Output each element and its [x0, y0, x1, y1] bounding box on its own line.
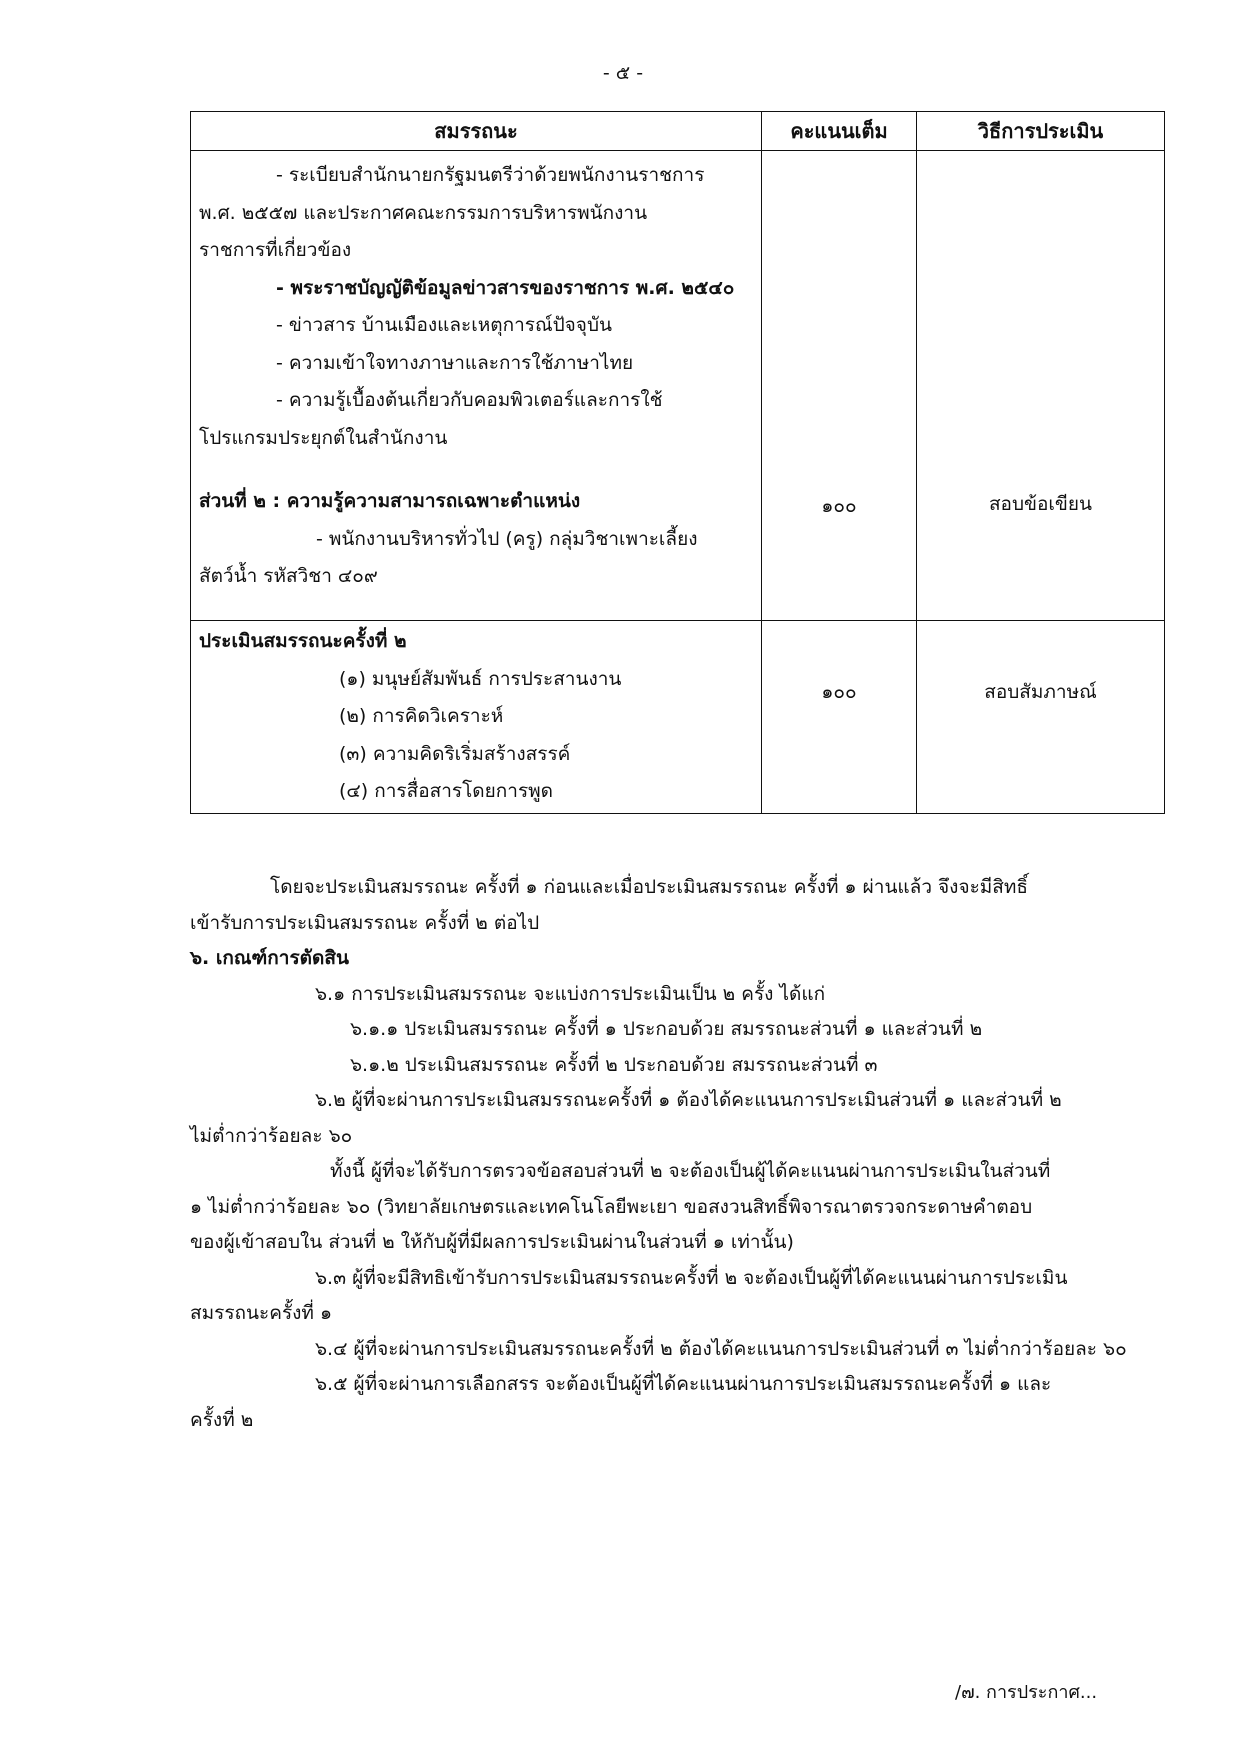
competency-line: - ข่าวสาร บ้านเมืองและเหตุการณ์ปัจจุบัน [276, 314, 612, 336]
row2-title: ประเมินสมรรถนะครั้งที่ ๒ [199, 630, 407, 652]
competency-line: ราชการที่เกี่ยวข้อง [199, 239, 352, 261]
table-row [191, 621, 1165, 814]
section2-title: ส่วนที่ ๒ : ความรู้ความสามารถเฉพาะตำแหน่ง [199, 490, 581, 512]
competency-line: โปรแกรมประยุกต์ในสำนักงาน [199, 426, 448, 449]
competency-line: - ความรู้เบื้องต้นเกี่ยวกับคอมพิวเตอร์และการใช้ [276, 389, 663, 411]
full-score-value: ๑๐๐ [821, 495, 857, 517]
score-cell [762, 151, 917, 621]
note-paragraph: ของผู้เข้าสอบใน ส่วนที่ ๒ ให้กับผู้ที่มีผลการประเมินผ่านในส่วนที่ ๑ เท่านั้น) [190, 1231, 794, 1253]
note-paragraph: ๑ ไม่ต่ำกว่าร้อยละ ๖๐ (วิทยาลัยเกษตรและเทคโนโลยีพะเยา ขอสงวนสิทธิ์พิจารณาตรวจกระดาษคำตอบ [190, 1195, 1033, 1218]
full-score-value: ๑๐๐ [821, 680, 857, 703]
competency-cell [191, 621, 762, 814]
score-cell [762, 621, 917, 814]
intro-paragraph: เข้ารับการประเมินสมรรถนะ ครั้งที่ ๒ ต่อไป [190, 911, 540, 934]
header-competency: สมรรถนะ [191, 112, 762, 151]
note-paragraph: ทั้งนี้ ผู้ที่จะได้รับการตรวจข้อสอบส่วนที่ ๒ จะต้องเป็นผู้ได้คะแนนผ่านการประเมินในส่วนที่ [330, 1160, 1051, 1182]
assessment-method-value: สอบข้อเขียน [988, 493, 1093, 515]
spacer [199, 457, 753, 483]
table-header-row [191, 112, 1165, 151]
header-assessment-method: วิธีการประเมิน [917, 112, 1165, 151]
competency-line: สัตว์น้ำ รหัสวิชา ๔๐๙ [199, 565, 378, 587]
criterion-item: สมรรถนะครั้งที่ ๑ [190, 1302, 333, 1324]
method-cell [917, 151, 1165, 621]
criterion-subitem: ๖.๑.๑ ประเมินสมรรถนะ ครั้งที่ ๑ ประกอบด้วย สมรรถนะส่วนที่ ๑ และส่วนที่ ๒ [350, 1018, 983, 1040]
continuation-marker: /๗. การประกาศ... [955, 1682, 1098, 1703]
competency-line: พ.ศ. ๒๕๕๗ และประกาศคณะกรรมการบริหารพนักงาน [199, 201, 648, 224]
criterion-item: ๖.๕ ผู้ที่จะผ่านการเลือกสรร จะต้องเป็นผู้ที่ได้คะแนนผ่านการประเมินสมรรถนะครั้งที่ ๑ และ [315, 1373, 1052, 1395]
criterion-item: ครั้งที่ ๒ [190, 1408, 254, 1431]
method-cell [917, 621, 1165, 814]
header-full-score: คะแนนเต็ม [762, 112, 917, 151]
criterion-item: ๖.๑ การประเมินสมรรถนะ จะแบ่งการประเมินเป็น ๒ ครั้ง ได้แก่ [315, 982, 826, 1005]
criterion-item: ๖.๔ ผู้ที่จะผ่านการประเมินสมรรถนะครั้งที่ ๒ ต้องได้คะแนนการประเมินส่วนที่ ๓ ไม่ต่ำกว่าร้อยละ ๖๐ [315, 1337, 1127, 1360]
criterion-item: ๖.๓ ผู้ที่จะมีสิทธิเข้ารับการประเมินสมรรถนะครั้งที่ ๒ จะต้องเป็นผู้ที่ได้คะแนนผ่านการประเมิน [315, 1266, 1068, 1289]
table-row [191, 151, 1165, 621]
section-heading: ๖. เกณฑ์การตัดสิน [190, 947, 349, 969]
competency-item: (๓) ความคิดริเริ่มสร้างสรรค์ [339, 742, 571, 765]
assessment-method-value: สอบสัมภาษณ์ [984, 680, 1097, 703]
page-number: - ๕ - [602, 62, 644, 84]
intro-paragraph: โดยจะประเมินสมรรถนะ ครั้งที่ ๑ ก่อนและเมื่อประเมินสมรรถนะ ครั้งที่ ๑ ผ่านแล้ว จึงจะมีสิทธิ์ [270, 876, 1029, 898]
document-body [190, 870, 1170, 1438]
competency-line: - ระเบียบสำนักนายกรัฐมนตรีว่าด้วยพนักงานราชการ [276, 164, 705, 186]
competency-item: (๒) การคิดวิเคราะห์ [339, 705, 504, 727]
criterion-subitem: ๖.๑.๒ ประเมินสมรรถนะ ครั้งที่ ๒ ประกอบด้วย สมรรถนะส่วนที่ ๓ [350, 1053, 878, 1076]
competency-line: - ความเข้าใจทางภาษาและการใช้ภาษาไทย [276, 351, 634, 374]
competency-line: - พระราชบัญญัติข้อมูลข่าวสารของราชการ พ.ศ. ๒๕๔๐ [276, 276, 735, 299]
competency-item: (๔) การสื่อสารโดยการพูด [339, 780, 554, 802]
competency-table [190, 111, 1165, 814]
criterion-item: ๖.๒ ผู้ที่จะผ่านการประเมินสมรรถนะครั้งที่ ๑ ต้องได้คะแนนการประเมินส่วนที่ ๑ และส่วนที่ ๒ [315, 1089, 1062, 1111]
competency-line: - พนักงานบริหารทั่วไป (ครู) กลุ่มวิชาเพาะเลี้ยง [316, 527, 698, 550]
competency-item: (๑) มนุษย์สัมพันธ์ การประสานงาน [339, 667, 622, 690]
criterion-item: ไม่ต่ำกว่าร้อยละ ๖๐ [190, 1124, 353, 1147]
competency-cell [191, 151, 762, 621]
